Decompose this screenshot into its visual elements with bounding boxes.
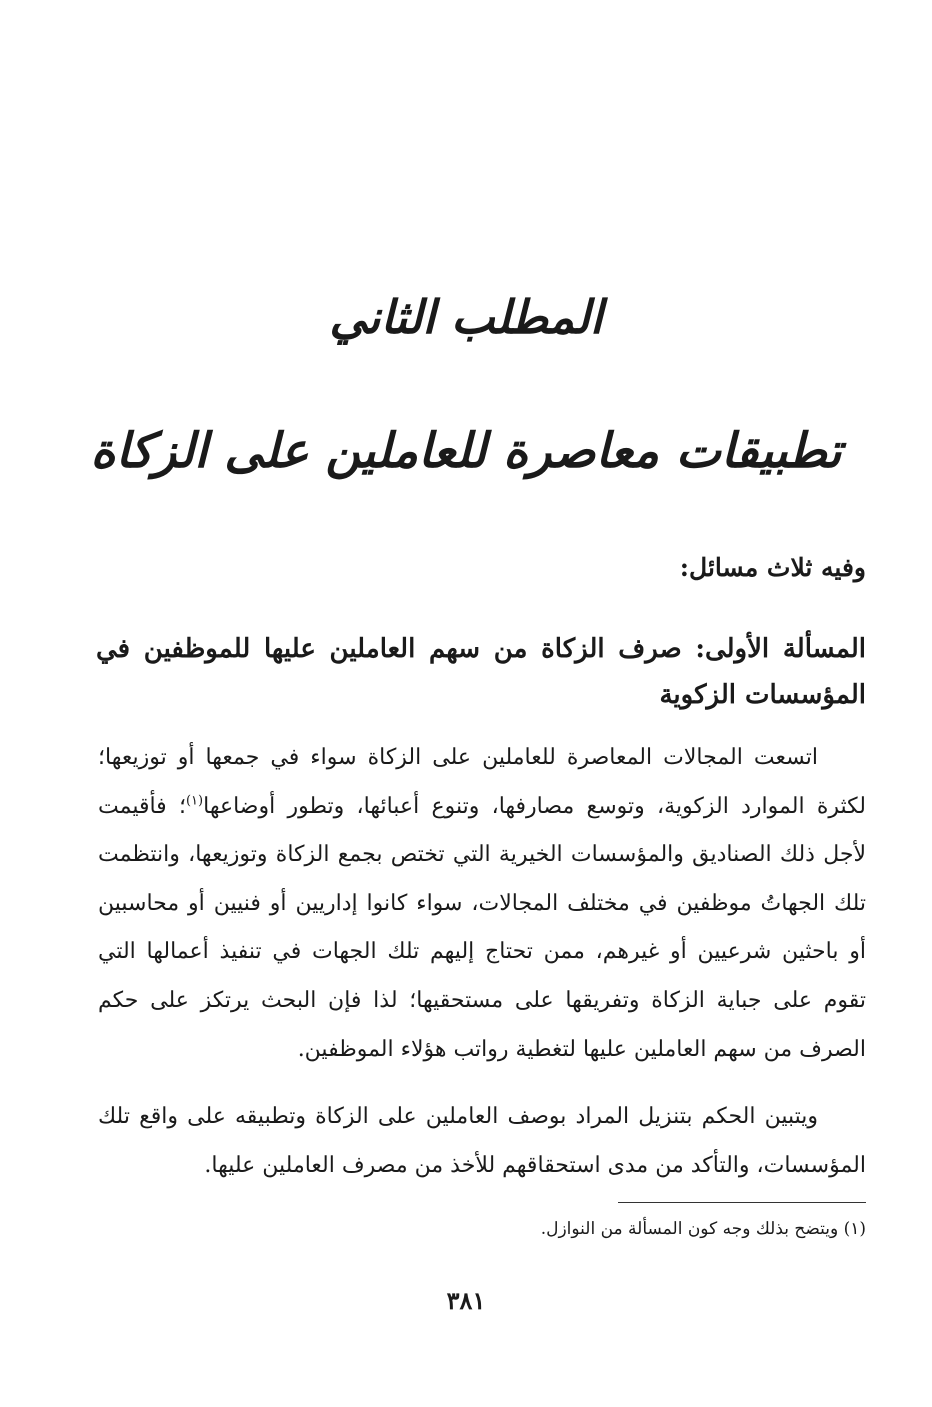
section-title: المطلب الثاني: [329, 290, 603, 344]
paragraph-1-part-2: ؛ فأقيمت لأجل ذلك الصناديق والمؤسسات الخيرية التي تختص بجمع الزكاة وتوزيعها، وانتظمت تلك الجهاتُ موظفين في مختلف المجالات، سواء كانوا إداريين أو فنيين أو محاسبين أو باحثين شرعيين أو غيرهم، ممن تحتاج إليهم تلك الجهات في تنفيذ أعمالها التي تقوم على جباية الزكاة وتفريقها على مستحقيها؛ لذا فإن البحث يرتكز على حكم الصرف من سهم العاملين عليها لتغطية رواتب هؤلاء الموظفين.: [98, 793, 866, 1062]
footnote-reference[interactable]: (١): [185, 793, 204, 809]
paragraph-2: ويتبين الحكم بتنزيل المراد بوصف العاملين على الزكاة وتطبيقه على واقع تلك المؤسسات، والتأكد من مدى استحقاقهم للأخذ من مصرف العاملين عليها.: [98, 1104, 866, 1178]
section-subtitle: تطبيقات معاصرة للعاملين على الزكاة: [90, 423, 842, 479]
issue-one-heading: المسألة الأولى: صرف الزكاة من سهم العاملين عليها للموظفين في المؤسسات الزكوية: [96, 634, 866, 710]
footnote-1: (١) ويتضح بذلك وجه كون المسألة من النوازل.: [540, 1219, 866, 1239]
intro-line: وفيه ثلاث مسائل:: [679, 553, 866, 582]
paragraph-1: [98, 734, 866, 1074]
page-number: ٣٨١: [446, 1286, 486, 1315]
paragraph-1-part-1: اتسعت المجالات المعاصرة للعاملين على الزكاة سواء في جمعها أو توزيعها؛ لكثرة الموارد الزكوية، وتوسع مصارفها، وتنوع أعبائها، وتطور أوضاعها: [98, 745, 866, 819]
footnote-divider: [618, 1202, 866, 1203]
